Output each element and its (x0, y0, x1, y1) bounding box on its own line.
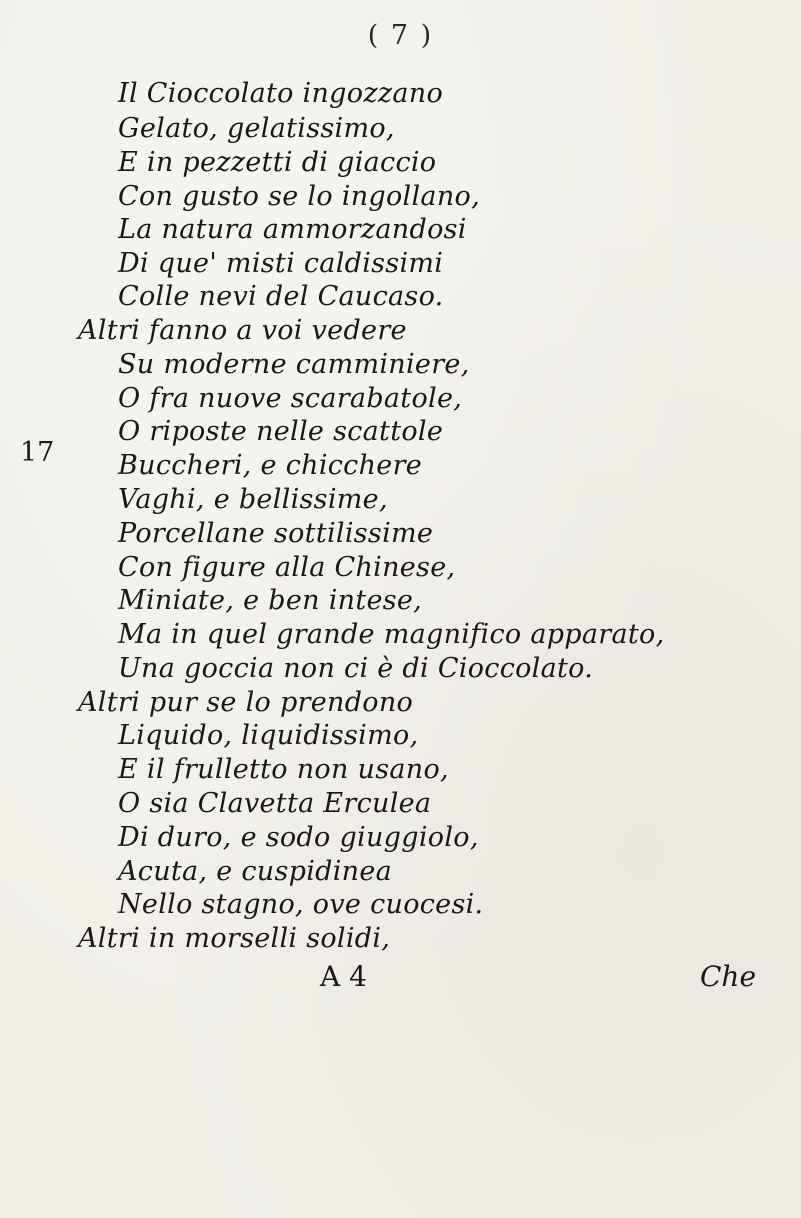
poem-line: O riposte nelle scattole (118, 416, 444, 447)
poem-line: O fra nuove scarabatole, (118, 383, 463, 414)
poem-line: Il Cioccolato ingozzano (118, 78, 444, 109)
poem-line: Con figure alla Chinese, (118, 552, 456, 583)
poem-line: Con gusto se lo ingollano, (118, 181, 480, 212)
poem-line: E in pezzetti di giaccio (118, 147, 437, 178)
poem-line: Gelato, gelatissimo, (118, 113, 395, 144)
poem-line: Liquido, liquidissimo, (118, 720, 419, 751)
page-number-header: ( 7 ) (367, 20, 434, 51)
poem-line: Su moderne camminiere, (118, 349, 470, 380)
poem-line: Altri fanno a voi vedere (78, 315, 407, 346)
poem-line: Buccheri, e chicchere (118, 450, 423, 481)
poem-line: E il frulletto non usano, (118, 754, 449, 785)
poem-line: Ma in quel grande magnifico apparato, (118, 619, 665, 650)
poem-line: Miniate, e ben intese, (118, 585, 423, 616)
margin-number: 17 (20, 437, 55, 468)
poem-line: Nello stagno, ove cuocesi. (118, 889, 484, 920)
poem-line: Colle nevi del Caucaso. (118, 281, 444, 312)
signature-mark: A 4 (320, 960, 367, 993)
poem-line: La natura ammorzandosi (118, 214, 467, 245)
poem-line: Porcellane sottilissime (118, 518, 434, 549)
catchword: Che (700, 960, 757, 993)
poem-line: Di que' misti caldissimi (118, 248, 444, 279)
poem-line: Di duro, e sodo giuggiolo, (118, 822, 479, 853)
poem-line: Acuta, e cuspidinea (118, 856, 393, 887)
poem-line: Altri in morselli solidi, (78, 923, 391, 954)
poem-line: Una goccia non ci è di Cioccolato. (118, 653, 594, 684)
poem-line: Vaghi, e bellissime, (118, 484, 388, 515)
poem-line: Altri pur se lo prendono (78, 687, 414, 718)
poem-line: O sia Clavetta Erculea (118, 788, 432, 819)
